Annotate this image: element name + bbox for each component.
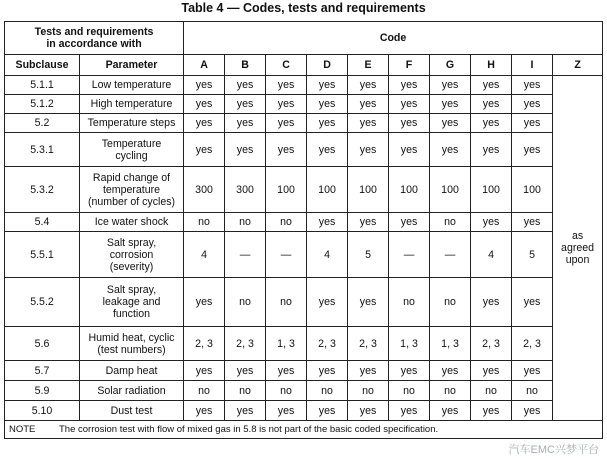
code-value-cell: yes [430, 76, 471, 95]
code-value-cell: — [389, 232, 430, 278]
code-value-cell: yes [389, 114, 430, 133]
code-value-cell: yes [471, 76, 512, 95]
code-g-header: G [430, 55, 471, 76]
code-value-cell: yes [348, 114, 389, 133]
code-value-cell: yes [389, 361, 430, 381]
subclause-cell: 5.3.2 [5, 167, 80, 213]
subclause-cell: 5.5.2 [5, 278, 80, 327]
code-value-cell: 100 [348, 167, 389, 213]
table-note [5, 421, 603, 439]
code-value-cell: yes [225, 361, 266, 381]
code-value-cell: yes [348, 133, 389, 167]
table-row [5, 232, 603, 278]
code-value-cell: no [266, 278, 307, 327]
code-value-cell: yes [512, 95, 553, 114]
code-value-cell: yes [512, 361, 553, 381]
parameter-cell: Rapid change of temperature (number of cycles) [80, 167, 184, 213]
subclause-cell: 5.10 [5, 401, 80, 421]
code-value-cell: yes [471, 114, 512, 133]
code-value-cell: no [512, 381, 553, 401]
code-value-cell: yes [471, 95, 512, 114]
parameter-cell: Low temperature [80, 76, 184, 95]
table-title: Table 4 — Codes, tests and requirements [181, 1, 426, 15]
code-value-cell: yes [348, 278, 389, 327]
parameter-cell: Ice water shock [80, 213, 184, 232]
code-value-cell: no [225, 278, 266, 327]
code-value-cell: no [225, 381, 266, 401]
table-row [5, 76, 603, 95]
code-value-cell: — [225, 232, 266, 278]
code-i-header: I [512, 55, 553, 76]
code-value-cell: yes [430, 361, 471, 381]
code-value-cell: yes [471, 361, 512, 381]
code-value-cell: yes [184, 95, 225, 114]
code-value-cell: yes [389, 133, 430, 167]
code-value-cell: 4 [307, 232, 348, 278]
table-row [5, 114, 603, 133]
code-value-cell: 100 [512, 167, 553, 213]
code-value-cell: no [184, 213, 225, 232]
code-value-cell: yes [389, 76, 430, 95]
code-value-cell: 2, 3 [307, 327, 348, 361]
table-row [5, 278, 603, 327]
table-row [5, 381, 603, 401]
code-value-cell: yes [512, 213, 553, 232]
code-z-header: Z [553, 55, 603, 76]
code-value-cell: yes [266, 133, 307, 167]
code-value-cell: yes [307, 401, 348, 421]
parameter-cell: Solar radiation [80, 381, 184, 401]
watermark: 汽车EMC兴梦平台 [508, 444, 599, 456]
subclause-header: Subclause [5, 55, 80, 76]
table-row [5, 95, 603, 114]
code-value-cell: 100 [266, 167, 307, 213]
code-value-cell: yes [512, 76, 553, 95]
code-value-cell: yes [184, 76, 225, 95]
code-value-cell: yes [266, 361, 307, 381]
code-value-cell: yes [266, 114, 307, 133]
code-value-cell: yes [307, 278, 348, 327]
code-value-cell: no [225, 213, 266, 232]
table-row [5, 361, 603, 381]
code-e-header: E [348, 55, 389, 76]
table-row [5, 213, 603, 232]
parameter-cell: Salt spray, leakage and function [80, 278, 184, 327]
code-value-cell: yes [348, 361, 389, 381]
subclause-cell: 5.3.1 [5, 133, 80, 167]
code-value-cell: yes [512, 401, 553, 421]
code-value-cell: 5 [348, 232, 389, 278]
parameter-header: Parameter [80, 55, 184, 76]
code-value-cell: 300 [225, 167, 266, 213]
code-value-cell: — [430, 232, 471, 278]
parameter-cell: Salt spray, corrosion (severity) [80, 232, 184, 278]
code-value-cell: yes [307, 361, 348, 381]
code-value-cell: 2, 3 [512, 327, 553, 361]
note-text: The corrosion test with flow of mixed gas in 5.8 is not part of the basic coded specification. [59, 423, 439, 435]
parameter-cell: Dust test [80, 401, 184, 421]
table-row [5, 401, 603, 421]
code-value-cell: yes [348, 95, 389, 114]
code-value-cell: yes [225, 95, 266, 114]
code-value-cell: 5 [512, 232, 553, 278]
code-f-header: F [389, 55, 430, 76]
code-value-cell: yes [471, 401, 512, 421]
code-value-cell: yes [184, 114, 225, 133]
code-value-cell: yes [389, 401, 430, 421]
parameter-cell: High temperature [80, 95, 184, 114]
code-value-cell: yes [430, 133, 471, 167]
tests-requirements-header: Tests and requirements in accordance with [5, 22, 184, 55]
code-value-cell: yes [471, 213, 512, 232]
code-value-cell: yes [266, 401, 307, 421]
code-value-cell: no [471, 381, 512, 401]
code-value-cell: 2, 3 [348, 327, 389, 361]
code-value-cell: no [184, 381, 225, 401]
parameter-cell: Temperature cycling [80, 133, 184, 167]
code-value-cell: 1, 3 [389, 327, 430, 361]
code-value-cell: yes [184, 361, 225, 381]
code-value-cell: 1, 3 [430, 327, 471, 361]
subclause-cell: 5.6 [5, 327, 80, 361]
code-value-cell: yes [348, 401, 389, 421]
code-a-header: A [184, 55, 225, 76]
code-value-cell: no [430, 381, 471, 401]
code-value-cell: yes [307, 76, 348, 95]
subclause-cell: 5.7 [5, 361, 80, 381]
code-value-cell: yes [266, 95, 307, 114]
code-value-cell: no [430, 213, 471, 232]
parameter-cell: Damp heat [80, 361, 184, 381]
code-value-cell: yes [225, 401, 266, 421]
code-value-cell: yes [512, 133, 553, 167]
code-value-cell: 100 [307, 167, 348, 213]
code-value-cell: yes [389, 95, 430, 114]
code-value-cell: yes [348, 76, 389, 95]
code-value-cell: 4 [471, 232, 512, 278]
code-value-cell: yes [430, 95, 471, 114]
code-value-cell: 4 [184, 232, 225, 278]
code-value-cell: yes [225, 114, 266, 133]
code-value-cell: yes [430, 401, 471, 421]
note-label: NOTE [9, 423, 36, 435]
code-value-cell: yes [471, 133, 512, 167]
code-value-cell: yes [225, 76, 266, 95]
table-row [5, 167, 603, 213]
code-z-cell: as agreed upon [553, 76, 603, 421]
code-value-cell: — [266, 232, 307, 278]
code-value-cell: 100 [389, 167, 430, 213]
code-d-header: D [307, 55, 348, 76]
code-value-cell: no [430, 278, 471, 327]
parameter-cell: Temperature steps [80, 114, 184, 133]
code-value-cell: no [307, 381, 348, 401]
code-value-cell: 100 [430, 167, 471, 213]
code-value-cell: yes [307, 114, 348, 133]
code-value-cell: yes [307, 133, 348, 167]
code-value-cell: yes [184, 401, 225, 421]
code-h-header: H [471, 55, 512, 76]
code-value-cell: yes [389, 213, 430, 232]
code-value-cell: yes [184, 278, 225, 327]
code-value-cell: yes [266, 76, 307, 95]
code-value-cell: 1, 3 [266, 327, 307, 361]
code-value-cell: yes [184, 133, 225, 167]
parameter-cell: Humid heat, cyclic (test numbers) [80, 327, 184, 361]
subclause-cell: 5.5.1 [5, 232, 80, 278]
subclause-cell: 5.9 [5, 381, 80, 401]
code-value-cell: yes [512, 278, 553, 327]
code-value-cell: no [389, 278, 430, 327]
code-value-cell: yes [512, 114, 553, 133]
code-value-cell: yes [307, 95, 348, 114]
code-value-cell: no [389, 381, 430, 401]
code-value-cell: yes [348, 213, 389, 232]
subclause-cell: 5.2 [5, 114, 80, 133]
code-value-cell: 100 [471, 167, 512, 213]
codes-table [4, 21, 603, 439]
table-row [5, 327, 603, 361]
code-value-cell: 2, 3 [471, 327, 512, 361]
table-row [5, 133, 603, 167]
code-value-cell: no [348, 381, 389, 401]
code-value-cell: yes [307, 213, 348, 232]
code-value-cell: no [266, 381, 307, 401]
code-value-cell: 300 [184, 167, 225, 213]
code-value-cell: yes [471, 278, 512, 327]
subclause-cell: 5.1.1 [5, 76, 80, 95]
code-value-cell: yes [225, 133, 266, 167]
code-value-cell: 2, 3 [184, 327, 225, 361]
code-header: Code [184, 22, 603, 55]
subclause-cell: 5.4 [5, 213, 80, 232]
code-value-cell: yes [430, 114, 471, 133]
code-value-cell: no [266, 213, 307, 232]
code-value-cell: 2, 3 [225, 327, 266, 361]
subclause-cell: 5.1.2 [5, 95, 80, 114]
code-b-header: B [225, 55, 266, 76]
code-c-header: C [266, 55, 307, 76]
